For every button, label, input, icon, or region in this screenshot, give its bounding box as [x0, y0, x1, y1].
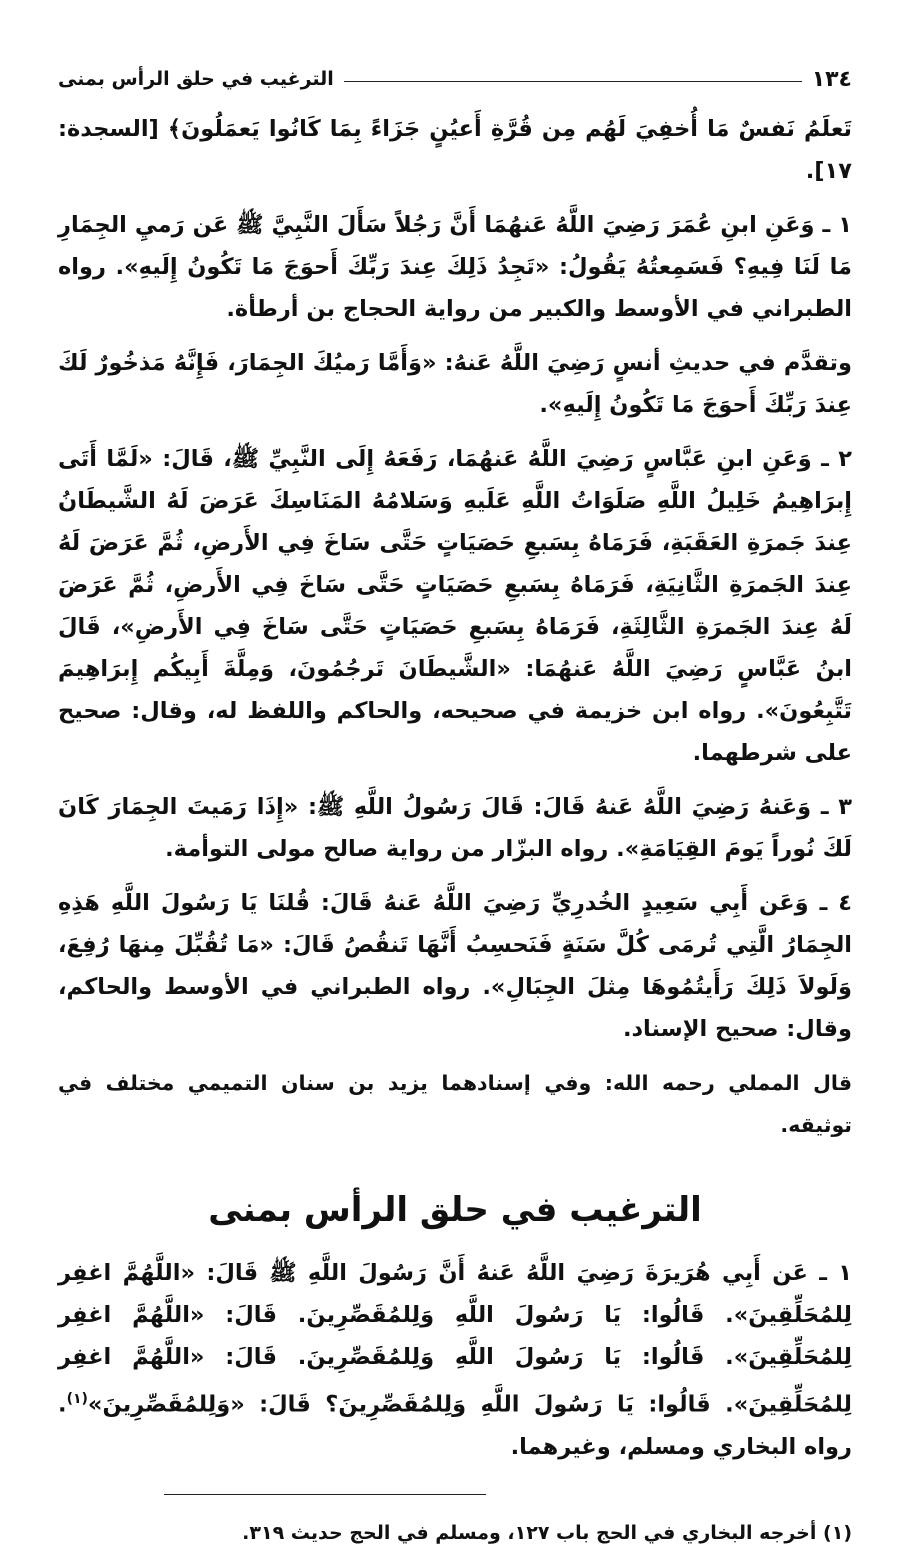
- footnote: (١) أخرجه البخاري في الحج باب ١٢٧، ومسلم في الحج حديث ٣١٩.: [242, 1521, 852, 1544]
- hadith-3: ٣ ـ وَعَنهُ رَضِيَ اللَّهُ عَنهُ قَالَ: قَالَ رَسُولُ اللَّهِ ﷺ: «إِذَا رَمَيتَ الجِمَارَ كَانَ لَكَ نُوراً يَومَ القِيَامَةِ». رواه البزّار من رواية صالح مولى التوأمة.: [58, 794, 852, 862]
- page-number: ١٣٤: [811, 66, 852, 92]
- paragraph-verse-ending: تَعلَمُ نَفسٌ مَا أُخفِيَ لَهُم مِن قُرَّةِ أَعيُنٍ جَزَاءً بِمَا كَانُوا يَعمَلُونَ﴾ [السجدة: ١٧].: [58, 116, 852, 184]
- section-hadith-1: [58, 1252, 852, 1468]
- hadith-2: ٢ ـ وَعَنِ ابنِ عَبَّاسٍ رَضِيَ اللَّهُ عَنهُمَا، رَفَعَهُ إِلَى النَّبِيِّ ﷺ، قَالَ: «لَمَّا أَتَى إِبرَاهِيمُ خَلِيلُ اللَّهِ صَلَوَاتُ اللَّهِ عَلَيهِ وَسَلامُهُ المَنَاسِكَ عَرَضَ لَهُ الشَّيطَانُ عِندَ جَمرَةِ العَقَبَةِ، فَرَمَاهُ بِسَبعِ حَصَيَاتٍ حَتَّى سَاخَ فِي الأَرضِ، ثُمَّ عَرَضَ لَهُ عِندَ الجَمرَةِ الثَّانِيَةِ، فَرَمَاهُ بِسَبعِ حَصَيَاتٍ حَتَّى سَاخَ فِي الأَرضِ، ثُمَّ عَرَضَ لَهُ عِندَ الجَمرَةِ الثَّالِثَةِ، فَرَمَاهُ بِسَبعِ حَصَيَاتٍ حَتَّى سَاخَ فِي الأَرضِ»، قَالَ ابنُ عَبَّاسٍ رَضِيَ اللَّهُ عَنهُمَا: «الشَّيطَانَ تَرجُمُونَ، وَمِلَّةَ أَبِيكُم إِبرَاهِيمَ تَتَّبِعُونَ». رواه ابن خزيمة في صحيحه، والحاكم واللفظ له، وقال: صحيح على شرطهما.: [58, 446, 852, 766]
- section-title: الترغيب في حلق الرأس بمنى: [208, 1190, 702, 1230]
- hadith-4: ٤ ـ وَعَن أَبِي سَعِيدٍ الخُدرِيِّ رَضِيَ اللَّهُ عَنهُ قَالَ: قُلنَا يَا رَسُولَ اللَّهِ هَذِهِ الجِمَارُ الَّتِي تُرمَى كُلَّ سَنَةٍ فَنَحسِبُ أَنَّهَا تَنقُصُ قَالَ: «مَا تُقُبِّلَ مِنهَا رُفِعَ، وَلَولاَ ذَلِكَ رَأَيتُمُوهَا مِثلَ الجِبَالِ». رواه الطبراني في الأوسط والحاكم، وقال: صحيح الإسناد.: [58, 890, 852, 1042]
- editor-note: قال المملي رحمه الله: وفي إسنادهما يزيد بن سنان التميمي مختلف في توثيقه.: [58, 1071, 852, 1137]
- body-text: [58, 108, 852, 1468]
- paragraph-anas-reference: وتقدَّم في حديثِ أنسٍ رَضِيَ اللَّهُ عَنهُ: «وَأَمَّا رَميُكَ الجِمَارَ، فَإِنَّهُ مَذخُورٌ لَكَ عِندَ رَبِّكَ أَحوَجَ مَا تَكُونُ إِلَيهِ».: [58, 350, 852, 418]
- footnote-rule: [164, 1494, 486, 1495]
- running-head: [58, 62, 852, 96]
- section-hadith-text: ١ ـ عَن أَبِي هُرَيرَةَ رَضِيَ اللَّهُ عَنهُ أَنَّ رَسُولَ اللَّهِ ﷺ قَالَ: «اللَّهُمَّ اغفِر لِلمُحَلِّقِينَ». قَالُوا: يَا رَسُولَ اللَّهِ وَلِلمُقَصِّرِينَ. قَالَ: «اللَّهُمَّ اغفِر لِلمُحَلِّقِينَ». قَالُوا: يَا رَسُولَ اللَّهِ وَلِلمُقَصِّرِينَ. قَالَ: «اللَّهُمَّ اغفِر لِلمُحَلِّقِينَ». قَالُوا: يَا رَسُولَ اللَّهِ وَلِلمُقَصِّرِينَ؟ قَالَ: «وَلِلمُقَصِّرِينَ»: [58, 1260, 852, 1418]
- footnote-marker: (١): [66, 1391, 88, 1407]
- hadith-1: ١ ـ وَعَنِ ابنِ عُمَرَ رَضِيَ اللَّهُ عَنهُمَا أَنَّ رَجُلاً سَأَلَ النَّبِيَّ ﷺ عَن رَميِ الجِمَارِ مَا لَنَا فِيهِ؟ فَسَمِعتُهُ يَقُولُ: «تَجِدُ ذَلِكَ عِندَ رَبِّكَ أَحوَجَ مَا تَكُونُ إِلَيهِ». رواه الطبراني في الأوسط والكبير من رواية الحجاج بن أرطأة.: [58, 212, 852, 322]
- header-rule: [344, 81, 802, 82]
- running-title: الترغيب في حلق الرأس بمنى: [58, 68, 334, 90]
- section-hadith-tail: . رواه البخاري ومسلم، وغيرهما.: [58, 1391, 852, 1460]
